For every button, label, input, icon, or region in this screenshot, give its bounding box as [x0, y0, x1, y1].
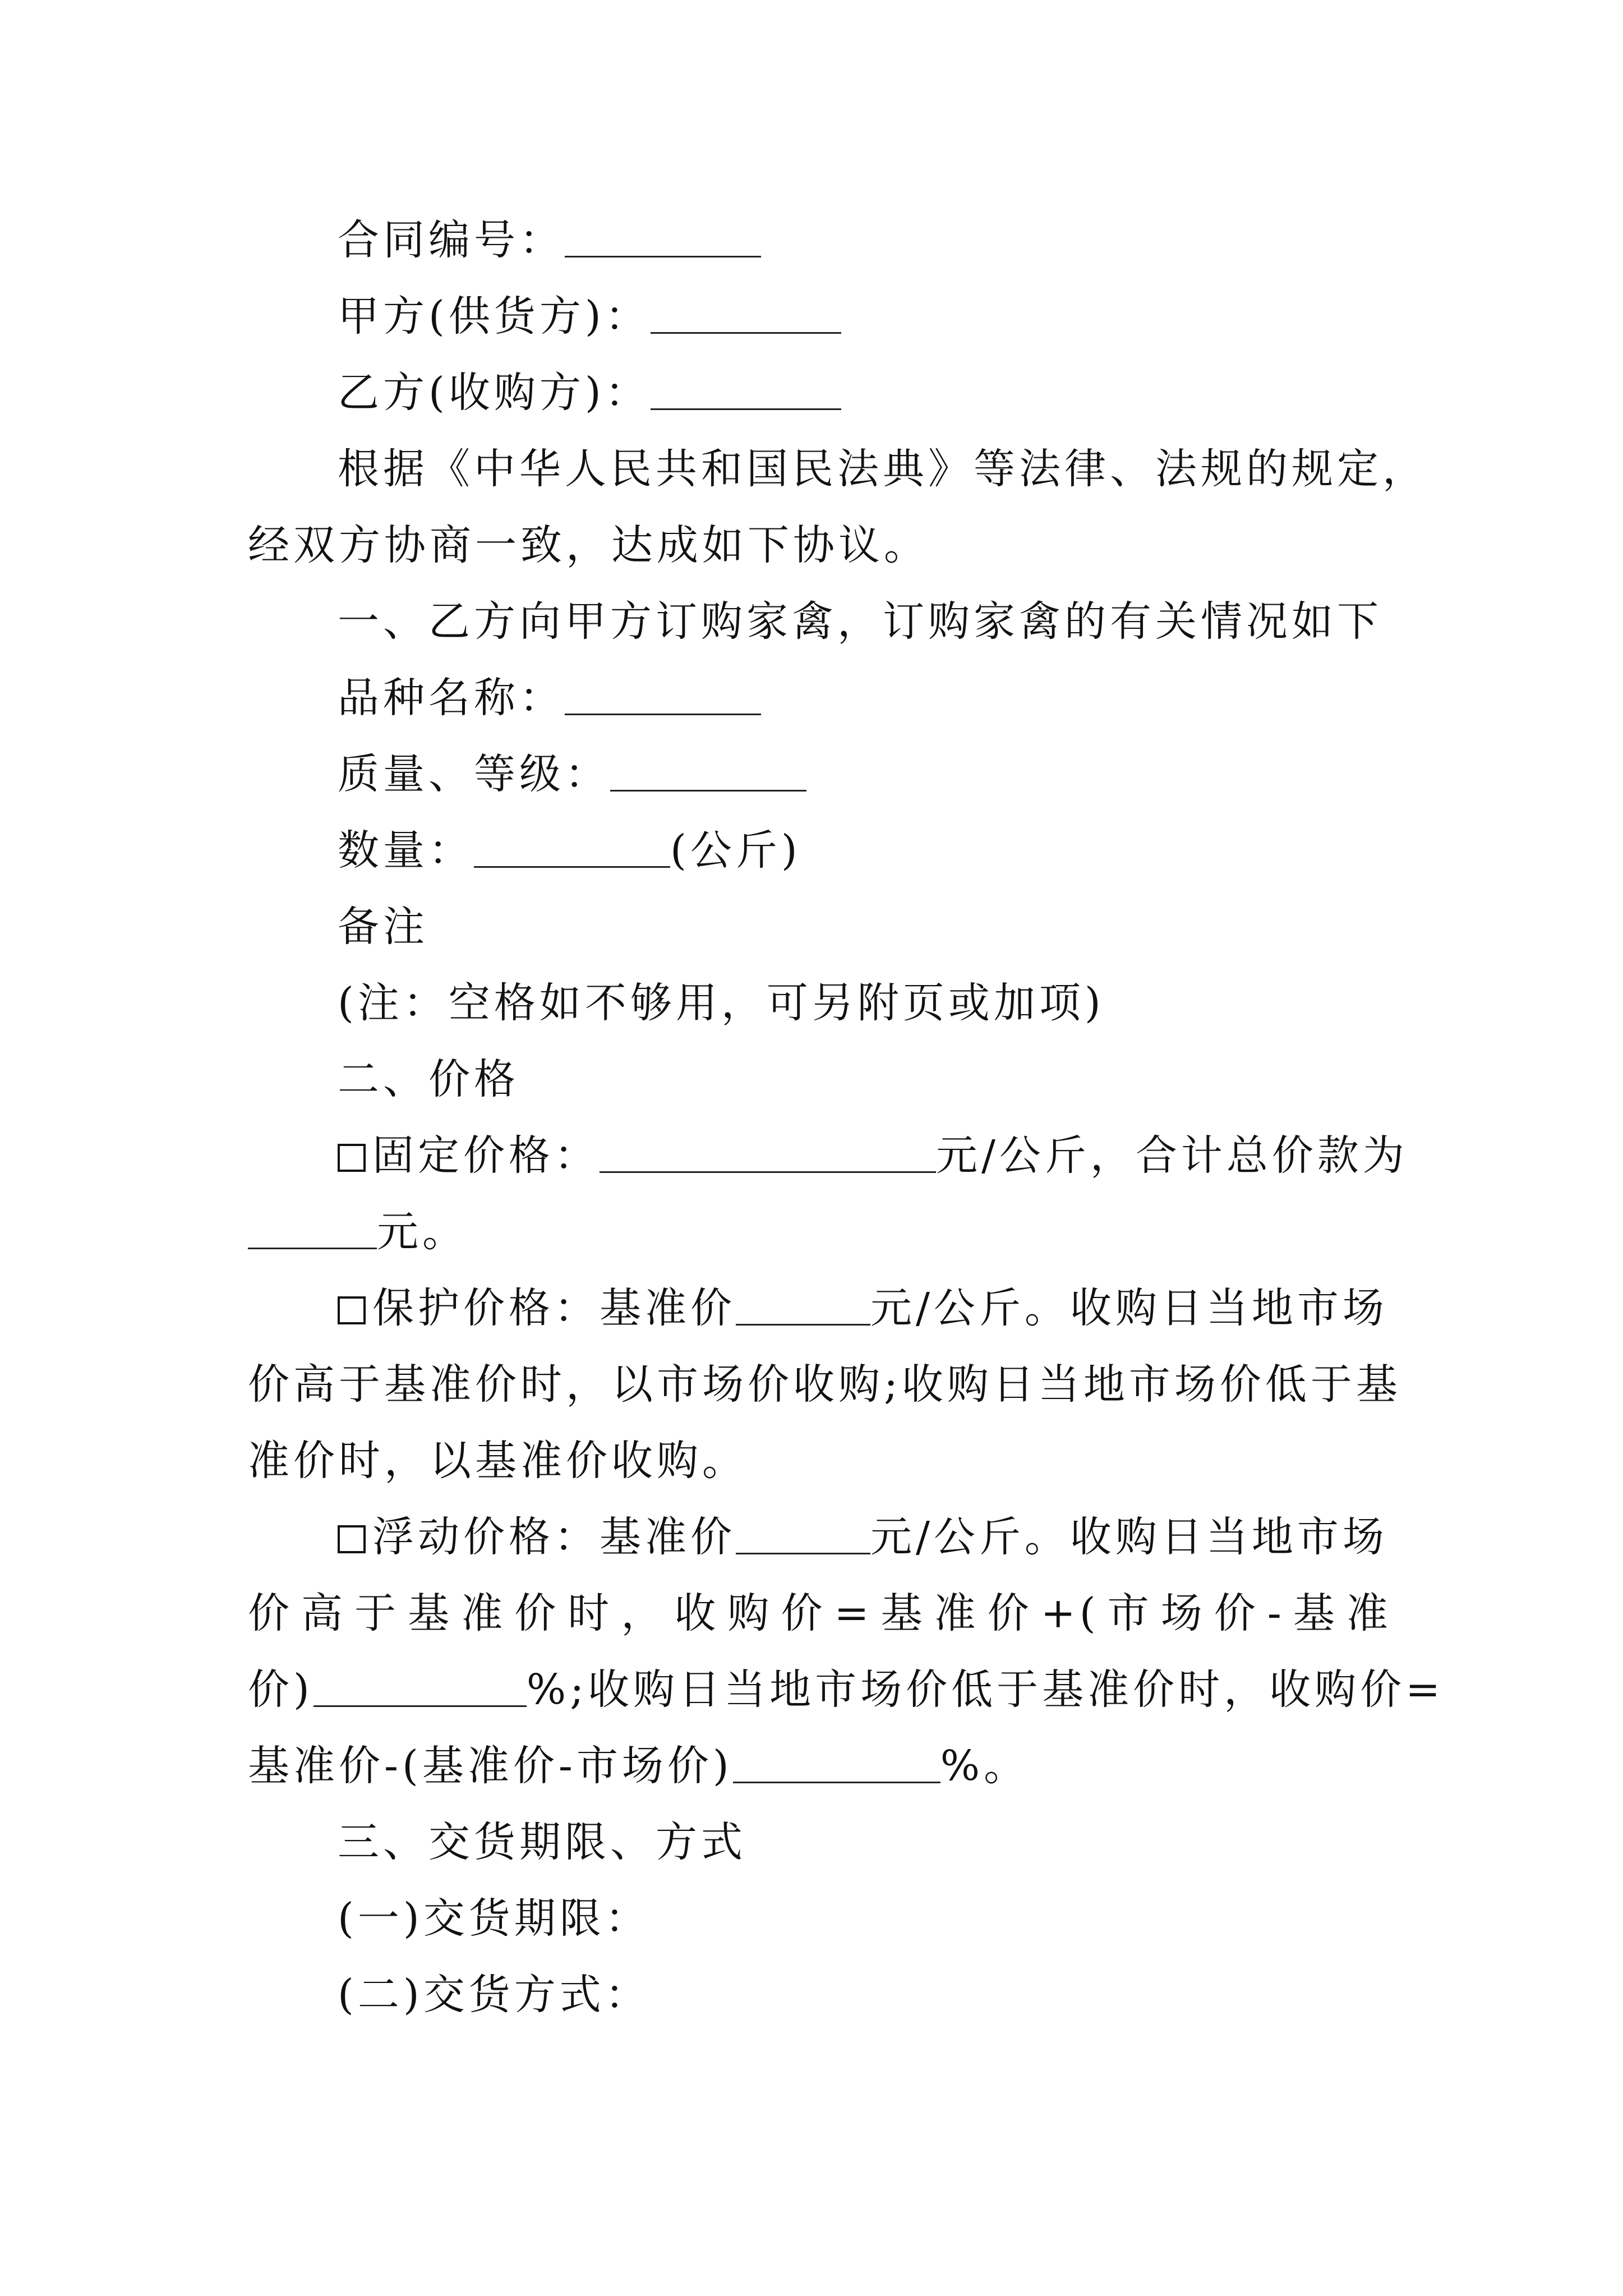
- float-line2-char: 基: [880, 1589, 926, 1637]
- variety-label: 品种名称：: [338, 674, 565, 722]
- delivery-period-line: (一)交货期限：: [338, 1894, 651, 1943]
- protect-price-line-3: 准价时，以基准价收购。: [248, 1437, 748, 1485]
- protect-price-blank: [736, 1291, 870, 1326]
- float-line2-char: 基: [408, 1589, 454, 1637]
- quality-line: [248, 736, 1392, 812]
- section3-title: 三、交货期限、方式: [338, 1818, 746, 1866]
- float-line2-char: 价: [514, 1589, 560, 1637]
- party-b-line: [248, 355, 1392, 431]
- delivery-method-line: (二)交货方式：: [338, 1971, 651, 2019]
- party-a-blank: [651, 300, 841, 334]
- quantity-unit: (公斤): [670, 826, 801, 875]
- float-line2-char: ，: [621, 1589, 667, 1637]
- intro-line-2: 经双方协商一致，达成如下协议。: [248, 521, 929, 569]
- fixed-price-total-line: [248, 1194, 1392, 1270]
- float-line2-char: 价: [987, 1589, 1033, 1637]
- variety-line: [248, 660, 1392, 736]
- section2-title: 二、价格: [338, 1055, 519, 1103]
- float-line2-char: 场: [1160, 1589, 1206, 1637]
- protect-price-line-2: 价高于基准价时，以市场价收购;收购日当地市场价低于基: [248, 1360, 1401, 1409]
- float-line2-char: 准: [461, 1589, 507, 1637]
- float-line2-char: 价: [1214, 1589, 1260, 1637]
- contract-number-label: 合同编号：: [338, 216, 565, 264]
- note-line: (注：空格如不够用，可另附页或加项): [338, 979, 1105, 1027]
- quantity-blank: [474, 834, 670, 868]
- party-a-line: [248, 278, 1392, 355]
- float-line2-char: 准: [1346, 1589, 1392, 1637]
- fixed-price-line: [248, 1117, 1408, 1194]
- total-price-unit: 元。: [377, 1208, 468, 1256]
- float-price-line4-end: %。: [940, 1742, 1030, 1790]
- intro-line-1: 根据《中华人民共和国民法典》等法律、法规的规定，: [338, 445, 1428, 493]
- party-b-label: 乙方(收购方)：: [338, 369, 651, 417]
- float-price-line3-end: %;收购日当地市场价低于基准价时，收购价=: [526, 1665, 1445, 1714]
- float-line2-char: 准: [934, 1589, 980, 1637]
- float-line2-char: 基: [1293, 1589, 1339, 1637]
- fixed-price-blank: [600, 1139, 936, 1173]
- float-price-line-2: [248, 1575, 1392, 1651]
- party-b-blank: [651, 376, 841, 410]
- float-line2-char: =: [834, 1589, 873, 1637]
- contract-document: [248, 202, 1445, 2033]
- fixed-price-label: 固定价格：: [372, 1131, 600, 1180]
- float-price-unit: 元/公斤。收购日当地市场: [870, 1513, 1388, 1561]
- float-line2-char: 价: [781, 1589, 827, 1637]
- float-line2-char: 市: [1107, 1589, 1153, 1637]
- checkbox-protect-price: [338, 1296, 366, 1324]
- protect-price-label: 保护价格：基准价: [372, 1284, 736, 1332]
- float-line2-char: 高: [301, 1589, 347, 1637]
- quality-label: 质量、等级：: [338, 750, 610, 798]
- float-line2-char: 价: [248, 1589, 293, 1637]
- quality-blank: [610, 757, 806, 792]
- quantity-line: [248, 812, 1392, 889]
- float-rate-high-blank: [313, 1673, 527, 1707]
- float-line2-char: 收: [674, 1589, 720, 1637]
- float-line2-char: 于: [354, 1589, 400, 1637]
- float-line2-char: 购: [727, 1589, 773, 1637]
- contract-number-blank: [565, 223, 761, 257]
- protect-price-line-1: [248, 1270, 1392, 1346]
- float-line2-char: -: [1267, 1589, 1285, 1637]
- contract-number-line: [248, 202, 1392, 278]
- protect-price-unit: 元/公斤。收购日当地市场: [870, 1284, 1388, 1332]
- float-price-line-1: [248, 1499, 1392, 1575]
- float-line2-char: 时: [568, 1589, 614, 1637]
- float-rate-low-blank: [733, 1749, 940, 1783]
- fixed-price-unit: 元/公斤，合计总价款为: [936, 1131, 1408, 1180]
- float-price-line-3: [248, 1651, 1445, 1728]
- float-price-label: 浮动价格：基准价: [372, 1513, 736, 1561]
- total-price-blank: [248, 1215, 377, 1249]
- quantity-label: 数量：: [338, 826, 474, 875]
- float-price-line3-start: 价): [248, 1665, 313, 1714]
- float-line2-char: +(: [1040, 1589, 1100, 1637]
- remark-line: 备注: [338, 903, 428, 951]
- float-price-line4-start: 基准价-(基准价-市场价): [248, 1742, 733, 1790]
- section1-title: 一、乙方向甲方订购家禽，订购家禽的有关情况如下: [338, 597, 1382, 646]
- checkbox-float-price: [338, 1525, 366, 1553]
- float-price-blank: [736, 1520, 870, 1554]
- float-price-line-4: [248, 1728, 1392, 1804]
- checkbox-fixed-price: [338, 1144, 366, 1172]
- party-a-label: 甲方(供货方)：: [338, 292, 651, 341]
- variety-blank: [565, 681, 761, 715]
